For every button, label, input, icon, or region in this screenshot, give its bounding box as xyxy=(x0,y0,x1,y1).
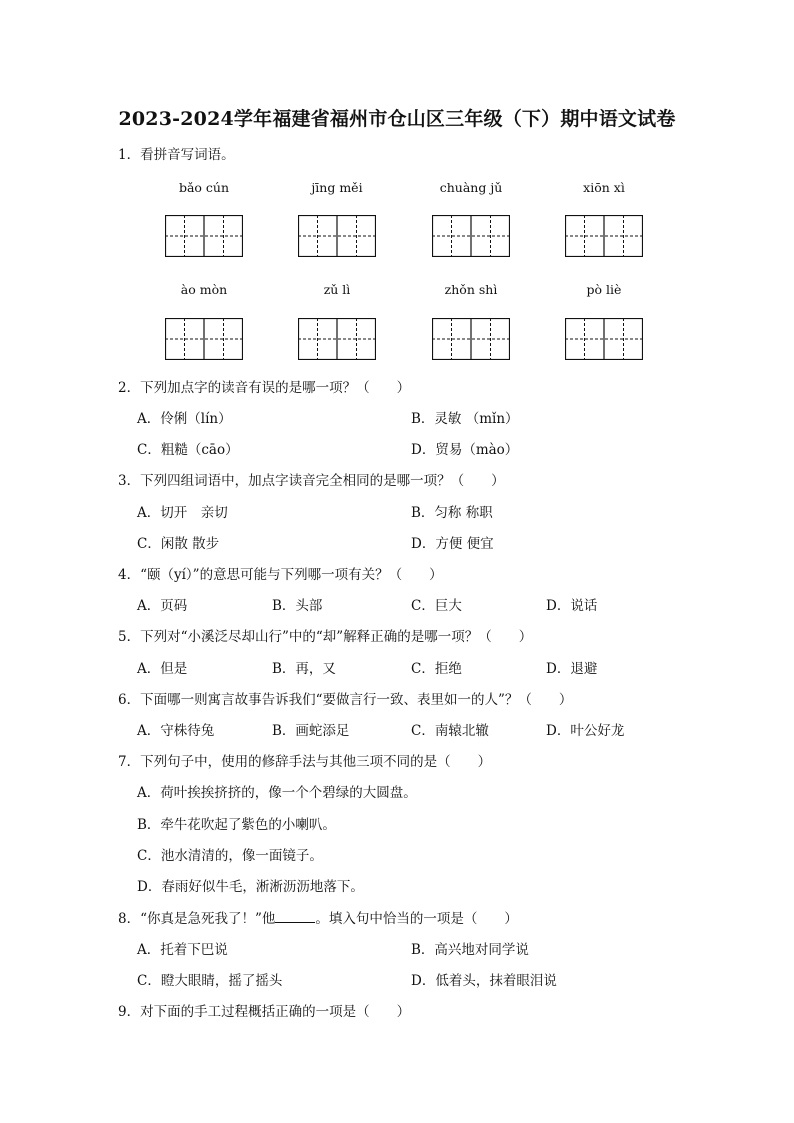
option-a[interactable]: A．守株待兔 xyxy=(137,723,215,739)
pinyin-label: jīng měi xyxy=(311,180,363,195)
option-a[interactable]: A．页码 xyxy=(137,598,188,614)
option-d[interactable]: D．贸易（mào） xyxy=(411,442,519,458)
option-b[interactable]: B．牵牛花吹起了紫色的小喇叭。 xyxy=(137,817,336,833)
question-7-stem: 7．下列句子中，使用的修辞手法与其他三项不同的是（ ） xyxy=(118,754,492,770)
option-d[interactable]: D．春雨好似牛毛，淅淅沥沥地落下。 xyxy=(137,879,364,895)
option-b[interactable]: B．再，又 xyxy=(272,661,336,677)
question-2-stem: 2．下列加点字的读音有误的是哪一项？（ ） xyxy=(118,380,411,396)
option-c[interactable]: C．巨大 xyxy=(411,598,462,614)
option-a[interactable]: A．托着下巴说 xyxy=(137,942,228,958)
option-a[interactable]: A．但是 xyxy=(137,661,188,677)
page-title: 2023-2024学年福建省福州市仓山区三年级（下）期中语文试卷 xyxy=(118,108,676,130)
question-8-stem-post: 。填入句中恰当的一项是（ ） xyxy=(315,911,518,927)
writing-grid[interactable] xyxy=(165,318,243,360)
writing-grid[interactable] xyxy=(165,215,243,257)
option-d[interactable]: D．叶公好龙 xyxy=(546,723,625,739)
question-6-stem: 6．下面哪一则寓言故事告诉我们“要做言行一致、表里如一的人”？（ ） xyxy=(118,692,573,708)
option-d[interactable]: D．低着头，抹着眼泪说 xyxy=(411,973,557,989)
pinyin-label: chuàng jǔ xyxy=(439,180,503,195)
writing-grid[interactable] xyxy=(565,215,643,257)
pinyin-label: zhǒn shì xyxy=(444,282,498,297)
option-c[interactable]: C．南辕北辙 xyxy=(411,723,489,739)
writing-grid[interactable] xyxy=(298,318,376,360)
option-b[interactable]: B．匀称 称职 xyxy=(411,505,493,521)
option-d[interactable]: D．说话 xyxy=(546,598,598,614)
option-c[interactable]: C．粗糙（cāo） xyxy=(137,442,239,458)
writing-grid[interactable] xyxy=(298,215,376,257)
option-c[interactable]: C．瞪大眼睛，摇了摇头 xyxy=(137,973,283,989)
question-8-stem-pre: 8．“你真是急死我了！”他 xyxy=(118,911,276,927)
pinyin-label: zǔ lì xyxy=(323,282,351,297)
writing-grid[interactable] xyxy=(565,318,643,360)
question-8-stem xyxy=(118,909,518,928)
question-4-stem: 4．“颐（yí）”的意思可能与下列哪一项有关？（ ） xyxy=(118,567,443,583)
option-a[interactable]: A．切开 亲切 xyxy=(137,505,228,521)
pinyin-label: bǎo cún xyxy=(178,180,230,195)
writing-grid[interactable] xyxy=(432,318,510,360)
option-d[interactable]: D．方便 便宜 xyxy=(411,536,494,552)
pinyin-label: xiōn xì xyxy=(583,180,625,195)
option-b[interactable]: B．头部 xyxy=(272,598,323,614)
question-5-stem: 5．下列对“小溪泛尽却山行”中的“却”解释正确的是哪一项？（ ） xyxy=(118,629,533,645)
option-b[interactable]: B．灵敏 （mǐn） xyxy=(411,411,519,427)
option-c[interactable]: C．拒绝 xyxy=(411,661,462,677)
option-a[interactable]: A．伶俐（lín） xyxy=(137,411,232,427)
question-9-stem: 9．对下面的手工过程概括正确的一项是（ ） xyxy=(118,1004,411,1020)
option-b[interactable]: B．画蛇添足 xyxy=(272,723,350,739)
pinyin-label: ào mòn xyxy=(180,282,228,297)
question-3-stem: 3．下列四组词语中，加点字读音完全相同的是哪一项？（ ） xyxy=(118,473,505,489)
option-a[interactable]: A．荷叶挨挨挤挤的，像一个个碧绿的大圆盘。 xyxy=(137,785,417,801)
pinyin-label: pò liè xyxy=(586,282,622,297)
option-c[interactable]: C．闲散 散步 xyxy=(137,536,220,552)
answer-blank[interactable] xyxy=(275,909,315,923)
option-d[interactable]: D．退避 xyxy=(546,661,598,677)
option-b[interactable]: B．高兴地对同学说 xyxy=(411,942,529,958)
writing-grid[interactable] xyxy=(432,215,510,257)
option-c[interactable]: C．池水清清的，像一面镜子。 xyxy=(137,848,323,864)
question-1-stem: 1．看拼音写词语。 xyxy=(118,147,235,163)
